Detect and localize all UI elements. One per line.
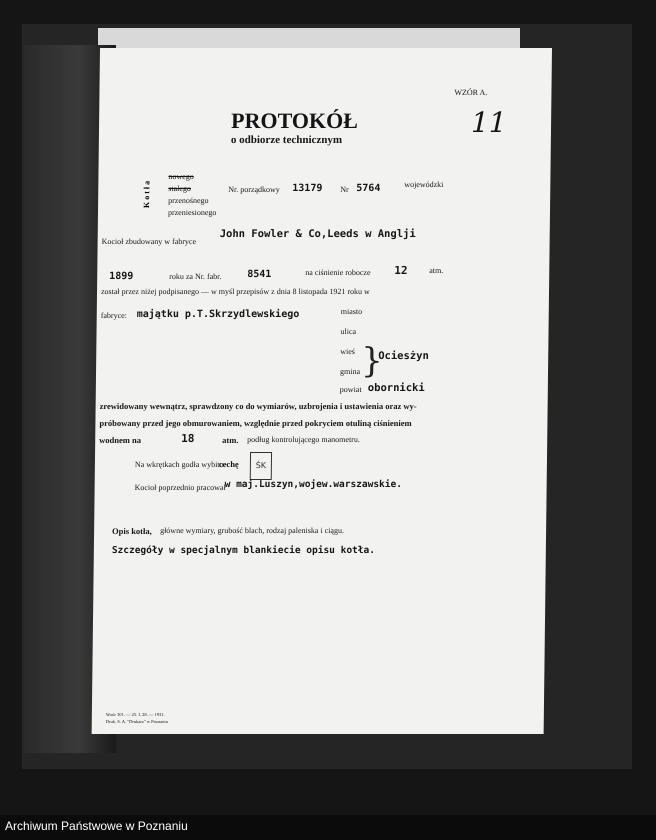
- boiler-option-new: nowego: [168, 172, 194, 181]
- form-template-label: WZÓR A.: [454, 88, 488, 97]
- document-page: [92, 48, 552, 734]
- mark-label: cechę: [218, 459, 239, 469]
- printer-line-2: Druk. S. A. "Drukarz" w Poznaniu: [105, 719, 168, 724]
- document-subtitle: o odbiorze technicznym: [230, 134, 343, 146]
- voivodeship-label: wojewódzki: [404, 180, 444, 189]
- handwritten-number: 11: [470, 106, 507, 139]
- factory-label: fabryce:: [100, 311, 127, 320]
- water-pressure-value: 18: [181, 432, 195, 445]
- stamp-mark: ŚK: [250, 452, 272, 480]
- county-value: obornicki: [367, 382, 425, 394]
- boiler-option-portable: przenośnego: [168, 196, 209, 205]
- factory-number-value: 8541: [247, 269, 272, 280]
- year-label: roku za Nr. fabr.: [169, 272, 222, 281]
- municipality-label: gmina: [339, 367, 361, 376]
- signed-line: został przez niżej podpisanego — w myśl przepisów z dnia 8 listopada 1921 roku w: [100, 287, 370, 296]
- boiler-side-label: Kotła: [142, 178, 152, 208]
- street-label: ulica: [340, 327, 357, 336]
- city-label: miasto: [340, 307, 363, 316]
- inspection-line-1: zrewidowany wewnątrz, sprawdzony co do wymiarów, uzbrojenia i ustawienia oraz wy-: [99, 401, 417, 411]
- built-value: John Fowler & Co,Leeds w Anglji: [219, 228, 416, 240]
- county-label: powiat: [339, 385, 362, 394]
- water-pressure-label: wodnem na: [99, 435, 142, 445]
- description-text: główne wymiary, grubość blach, rodzaj paleniska i ciągu.: [160, 526, 345, 535]
- brace-symbol: }: [360, 341, 384, 381]
- previous-work-value: w maj.Luszyn,wojew.warszawskie.: [224, 479, 403, 490]
- factory-value: majątku p.T.Skrzydlewskiego: [136, 309, 300, 320]
- archive-footer: [0, 815, 656, 840]
- boiler-option-moved: przeniesionego: [167, 208, 217, 217]
- village-label: wieś: [340, 347, 356, 356]
- built-label: Kocioł zbudowany w fabryce: [101, 237, 197, 246]
- serial-number-label: Nr. porządkowy: [228, 185, 280, 194]
- pressure-value: 12: [394, 264, 408, 277]
- inspection-line-2: próbowany przed jego obmurowaniem, względnie przed pokryciem otuliną ciśnieniem: [99, 418, 412, 428]
- previous-work-label: Kocioł poprzednio pracował: [134, 483, 226, 492]
- boiler-option-fixed: stałego: [168, 184, 192, 193]
- stamp-line-label: Na wkrętkach godła wybito: [134, 460, 224, 469]
- manometer-text: podług kontrolującego manometru.: [247, 435, 360, 444]
- details-value: Szczegóły w specjalnym blankiecie opisu kotła.: [111, 545, 376, 556]
- printer-line-1: Wzór 301. — 25. I. 28. — 1931.: [105, 712, 165, 717]
- archive-label: Archiwum Państwowe w Poznaniu: [5, 819, 188, 833]
- place-value: Ociesżyn: [378, 350, 429, 362]
- year-value: 1899: [109, 271, 134, 282]
- second-number-label: Nr: [340, 185, 349, 194]
- document-title: PROTOKÓŁ: [230, 108, 359, 133]
- description-label: Opis kotła,: [112, 526, 152, 536]
- second-number-value: 5764: [356, 183, 381, 194]
- serial-number-value: 13179: [292, 183, 323, 194]
- pressure-label: na ciśnienie robocze: [305, 268, 371, 277]
- atm-label-2: atm.: [222, 435, 239, 445]
- atm-label: atm.: [429, 266, 444, 275]
